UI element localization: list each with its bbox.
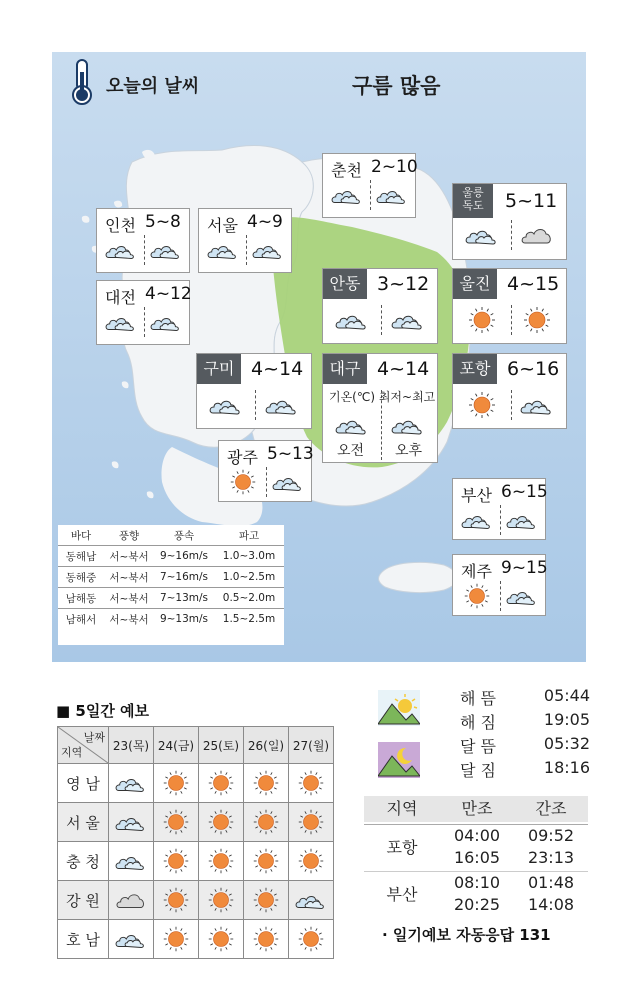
- astro-time: 19:05: [543, 710, 590, 729]
- sea-cell: 서~북서: [104, 546, 154, 567]
- city-name-gwangju: 광주: [227, 448, 258, 467]
- city-name-uljin: 울진: [453, 269, 497, 299]
- city-name-gumi: 구미: [197, 354, 241, 384]
- forecast-cell: [289, 920, 334, 959]
- astro-label: 달 뜸: [460, 737, 496, 756]
- astro-row: [460, 734, 590, 757]
- overcast-cloud-icon: [115, 887, 147, 913]
- city-temp-daegu: 4~14: [377, 358, 430, 380]
- forecast-day: 25(토): [199, 727, 244, 764]
- sun-icon: [205, 809, 237, 835]
- cloud-icon: [376, 182, 408, 208]
- sun-icon: [295, 848, 327, 874]
- sea-row: [58, 546, 284, 567]
- city-name-pohang: 포항: [453, 354, 497, 384]
- city-temp-andong: 3~12: [377, 273, 430, 295]
- sun-icon: [205, 770, 237, 796]
- cloud-icon: [115, 926, 147, 952]
- sun-icon: [160, 848, 192, 874]
- cloud-icon: [391, 307, 425, 333]
- pm-weather: [520, 307, 554, 337]
- pm-weather: [252, 237, 284, 267]
- cloud-icon: [506, 583, 538, 609]
- sun-icon: [250, 887, 282, 913]
- tide-row: [364, 825, 588, 871]
- sea-cell: 9~16m/s: [154, 546, 214, 567]
- forecast-cell: [154, 803, 199, 842]
- city-card-pohang: [452, 353, 567, 429]
- astro-time: 05:44: [543, 686, 590, 705]
- tide-time: 20:25: [453, 895, 501, 914]
- cloud-icon: [252, 237, 284, 263]
- forecast-cell: [244, 764, 289, 803]
- cloud-icon: [150, 237, 182, 263]
- forecast-cell: [199, 764, 244, 803]
- am-pm-divider: [511, 220, 512, 250]
- sun-icon: [295, 809, 327, 835]
- pm-weather: [272, 469, 304, 499]
- tide-region: 부산: [386, 885, 418, 904]
- city-temp-jeju: 9~15: [501, 558, 548, 578]
- city-temp-chuncheon: 2~10: [371, 157, 418, 177]
- city-card-busan: [452, 478, 546, 540]
- cloud-icon: [105, 237, 137, 263]
- forecast-region: 영 남: [58, 764, 109, 803]
- am-weather: [209, 392, 243, 422]
- sea-header-speed: 풍속: [173, 529, 195, 542]
- sun-icon: [250, 848, 282, 874]
- pm-weather: [265, 392, 299, 422]
- astro-label: 해 뜸: [460, 689, 496, 708]
- sea-cell: 서~북서: [104, 609, 154, 630]
- cloud-icon: [272, 469, 304, 495]
- astro-row: [460, 710, 590, 733]
- forecast-region: 호 남: [58, 920, 109, 959]
- cloud-icon: [115, 809, 147, 835]
- am-pm-divider: [266, 467, 267, 497]
- am-weather: [461, 583, 493, 613]
- sea-header-sea: 바다: [70, 529, 92, 542]
- cloud-icon: [335, 307, 369, 333]
- corner-date-label: 날짜: [83, 731, 105, 744]
- city-card-gwangju: [218, 440, 312, 502]
- tide-time: 16:05: [453, 848, 501, 867]
- tide-time: 09:52: [527, 826, 575, 845]
- pm-weather: [150, 309, 182, 339]
- forecast-cell: [199, 803, 244, 842]
- astro-label: 해 짐: [460, 713, 496, 732]
- city-card-seoul: [198, 208, 292, 273]
- sun-icon: [160, 770, 192, 796]
- moonrise-icon: [378, 742, 420, 778]
- forecast-cell: [289, 842, 334, 881]
- forecast-cell: [109, 842, 154, 881]
- sea-header-direction: 풍향: [118, 529, 140, 542]
- cloud-icon: [209, 392, 243, 418]
- am-pm-divider: [381, 305, 382, 335]
- tide-low: [514, 872, 588, 918]
- forecast-cell: [109, 764, 154, 803]
- astro-time: 18:16: [543, 758, 590, 777]
- legend-temp-label: 기온(℃) 최저~최고: [329, 390, 436, 404]
- sunrise-icon: [378, 690, 420, 726]
- forecast-cell: [199, 881, 244, 920]
- forecast-corner: [58, 727, 109, 764]
- sea-row: [58, 567, 284, 588]
- sea-cell: 동해중: [58, 567, 104, 588]
- sun-icon: [160, 887, 192, 913]
- astro-time: 05:32: [543, 734, 590, 753]
- auto-response-note: · 일기예보 자동응답 131: [382, 926, 551, 944]
- forecast-table: [57, 726, 334, 959]
- tide-row: [364, 872, 588, 918]
- pm-weather: [520, 222, 554, 252]
- forecast-cell: [289, 764, 334, 803]
- cloud-icon: [115, 770, 147, 796]
- forecast-title: ■ 5일간 예보: [56, 702, 150, 720]
- sea-info-box: [58, 525, 284, 645]
- cloud-icon: [150, 309, 182, 335]
- forecast-cell: [109, 920, 154, 959]
- sun-icon: [227, 469, 259, 495]
- am-pm-divider: [255, 390, 256, 420]
- tide-header-region: 지역: [386, 799, 418, 818]
- city-name-andong: 안동: [323, 269, 367, 299]
- cloud-icon: [335, 412, 369, 438]
- tide-time: 04:00: [453, 826, 501, 845]
- city-temp-pohang: 6~16: [507, 358, 560, 380]
- legend-pm: 오후: [395, 443, 423, 459]
- pm-weather: [506, 507, 538, 537]
- sea-cell: 동해남: [58, 546, 104, 567]
- city-temp-incheon: 5~8: [145, 212, 181, 232]
- sea-table: [58, 525, 284, 629]
- cloud-icon: [331, 182, 363, 208]
- sun-icon: [295, 926, 327, 952]
- sun-icon: [461, 583, 493, 609]
- city-temp-seoul: 4~9: [247, 212, 283, 232]
- forecast-cell: [244, 842, 289, 881]
- sun-icon: [250, 809, 282, 835]
- forecast-cell: [109, 881, 154, 920]
- sun-icon: [250, 926, 282, 952]
- am-weather: [461, 507, 493, 537]
- city-name-seoul: 서울: [207, 216, 238, 235]
- condition-title: 구름 많음: [352, 74, 441, 98]
- city-temp-busan: 6~15: [501, 482, 548, 502]
- cloud-icon: [295, 887, 327, 913]
- am-pm-divider: [500, 505, 501, 535]
- tide-low: [514, 825, 588, 871]
- tide-region: 포항: [386, 838, 418, 857]
- tide-header-low: 간조: [535, 799, 567, 818]
- pm-weather: [506, 583, 538, 613]
- sea-cell: 1.0~3.0m: [214, 546, 284, 567]
- panel-title: 오늘의 날씨: [106, 76, 200, 97]
- tide-time: 01:48: [527, 873, 575, 892]
- am-pm-divider: [144, 235, 145, 265]
- tide-time: 08:10: [453, 873, 501, 892]
- cloud-icon: [207, 237, 239, 263]
- sea-cell: 0.5~2.0m: [214, 588, 284, 609]
- forecast-cell: [199, 842, 244, 881]
- sea-row: [58, 609, 284, 630]
- am-weather: [335, 307, 369, 337]
- sea-cell: 1.0~2.5m: [214, 567, 284, 588]
- forecast-cell: [154, 920, 199, 959]
- am-pm-divider: [511, 305, 512, 335]
- sea-cell: 7~13m/s: [154, 588, 214, 609]
- am-weather: [227, 469, 259, 499]
- sea-row: [58, 588, 284, 609]
- forecast-cell: [199, 920, 244, 959]
- city-temp-daejeon: 4~12: [145, 284, 192, 304]
- am-pm-divider: [246, 235, 247, 265]
- forecast-cell: [289, 803, 334, 842]
- tide-header: [364, 796, 588, 822]
- city-temp-uljin: 4~15: [507, 273, 560, 295]
- tide-time: 14:08: [527, 895, 575, 914]
- forecast-row: [58, 920, 334, 959]
- city-temp-gumi: 4~14: [251, 358, 304, 380]
- forecast-row: [58, 842, 334, 881]
- city-temp-gwangju: 5~13: [267, 444, 314, 464]
- tide-high: [440, 872, 514, 918]
- forecast-cell: [244, 803, 289, 842]
- corner-region-label: 지역: [61, 746, 83, 759]
- city-name-busan: 부산: [461, 486, 492, 505]
- cloud-icon: [265, 392, 299, 418]
- am-pm-divider: [511, 390, 512, 420]
- tide-header-high: 만조: [461, 799, 493, 818]
- city-temp-ulleung: 5~11: [505, 190, 558, 212]
- forecast-row: [58, 803, 334, 842]
- am-weather: [465, 392, 499, 422]
- am-weather: [331, 182, 363, 212]
- forecast-cell: [154, 881, 199, 920]
- sea-cell: 서~북서: [104, 588, 154, 609]
- forecast-table-wrap: [57, 726, 334, 959]
- forecast-region: 강 원: [58, 881, 109, 920]
- legend-am: 오전: [337, 443, 365, 459]
- cloud-icon: [506, 507, 538, 533]
- forecast-day: 24(금): [154, 727, 199, 764]
- forecast-day: 26(일): [244, 727, 289, 764]
- am-pm-divider: [370, 180, 371, 210]
- city-card-daejeon: [96, 280, 190, 345]
- city-name-incheon: 인천: [105, 216, 136, 235]
- pm-weather: [391, 307, 425, 337]
- am-weather: [335, 412, 369, 442]
- tide-time: 23:13: [527, 848, 575, 867]
- cloud-icon: [465, 222, 499, 248]
- city-card-andong: [322, 268, 438, 344]
- am-pm-divider: [144, 307, 145, 337]
- sea-header-wave: 파고: [238, 529, 260, 542]
- city-card-jeju: [452, 554, 546, 616]
- overcast-cloud-icon: [520, 222, 554, 248]
- astro-label: 달 짐: [460, 761, 496, 780]
- am-weather: [465, 222, 499, 252]
- sun-icon: [205, 926, 237, 952]
- city-name-chuncheon: 춘천: [331, 161, 362, 180]
- sea-cell: 9~13m/s: [154, 609, 214, 630]
- tide-high: [440, 825, 514, 871]
- sea-header-row: [58, 525, 284, 546]
- pm-weather: [150, 237, 182, 267]
- am-pm-divider: [500, 581, 501, 611]
- sun-icon: [250, 770, 282, 796]
- am-weather: [105, 309, 137, 339]
- sun-icon: [520, 307, 554, 333]
- cloud-icon: [391, 412, 425, 438]
- pm-weather: [520, 392, 554, 422]
- city-card-uljin: [452, 268, 567, 344]
- astro-row: [460, 686, 590, 709]
- forecast-header-row: [58, 727, 334, 764]
- cloud-icon: [520, 392, 554, 418]
- city-name-jeju: 제주: [461, 562, 492, 581]
- forecast-cell: [154, 842, 199, 881]
- sea-cell: 남해동: [58, 588, 104, 609]
- tide-table-wrap: [364, 796, 588, 918]
- city-name-daegu: 대구: [323, 354, 367, 384]
- pm-weather: [376, 182, 408, 212]
- forecast-cell: [109, 803, 154, 842]
- thermometer-icon: [68, 58, 96, 106]
- city-card-daegu: [322, 353, 438, 463]
- city-card-gumi: [196, 353, 312, 429]
- astro-row: [460, 758, 590, 781]
- forecast-row: [58, 881, 334, 920]
- city-name-daejeon: 대전: [105, 288, 136, 307]
- pm-weather: [391, 412, 425, 442]
- sea-cell: 7~16m/s: [154, 567, 214, 588]
- sun-icon: [160, 926, 192, 952]
- sun-icon: [465, 392, 499, 418]
- forecast-day: 23(목): [109, 727, 154, 764]
- cloud-icon: [461, 507, 493, 533]
- sun-icon: [295, 770, 327, 796]
- sun-icon: [205, 887, 237, 913]
- forecast-region: 서 울: [58, 803, 109, 842]
- city-card-ulleung: [452, 183, 567, 260]
- cloud-icon: [105, 309, 137, 335]
- forecast-cell: [244, 881, 289, 920]
- sea-cell: 남해서: [58, 609, 104, 630]
- city-name-ulleung: 울릉 독도: [453, 184, 493, 218]
- sea-cell: 서~북서: [104, 567, 154, 588]
- forecast-row: [58, 764, 334, 803]
- am-weather: [207, 237, 239, 267]
- city-card-chuncheon: [322, 153, 416, 218]
- forecast-cell: [154, 764, 199, 803]
- am-weather: [105, 237, 137, 267]
- city-card-incheon: [96, 208, 190, 273]
- forecast-cell: [289, 881, 334, 920]
- forecast-region: 충 청: [58, 842, 109, 881]
- forecast-day: 27(월): [289, 727, 334, 764]
- forecast-cell: [244, 920, 289, 959]
- sun-icon: [205, 848, 237, 874]
- sea-cell: 1.5~2.5m: [214, 609, 284, 630]
- cloud-icon: [115, 848, 147, 874]
- sun-icon: [160, 809, 192, 835]
- sun-icon: [465, 307, 499, 333]
- am-weather: [465, 307, 499, 337]
